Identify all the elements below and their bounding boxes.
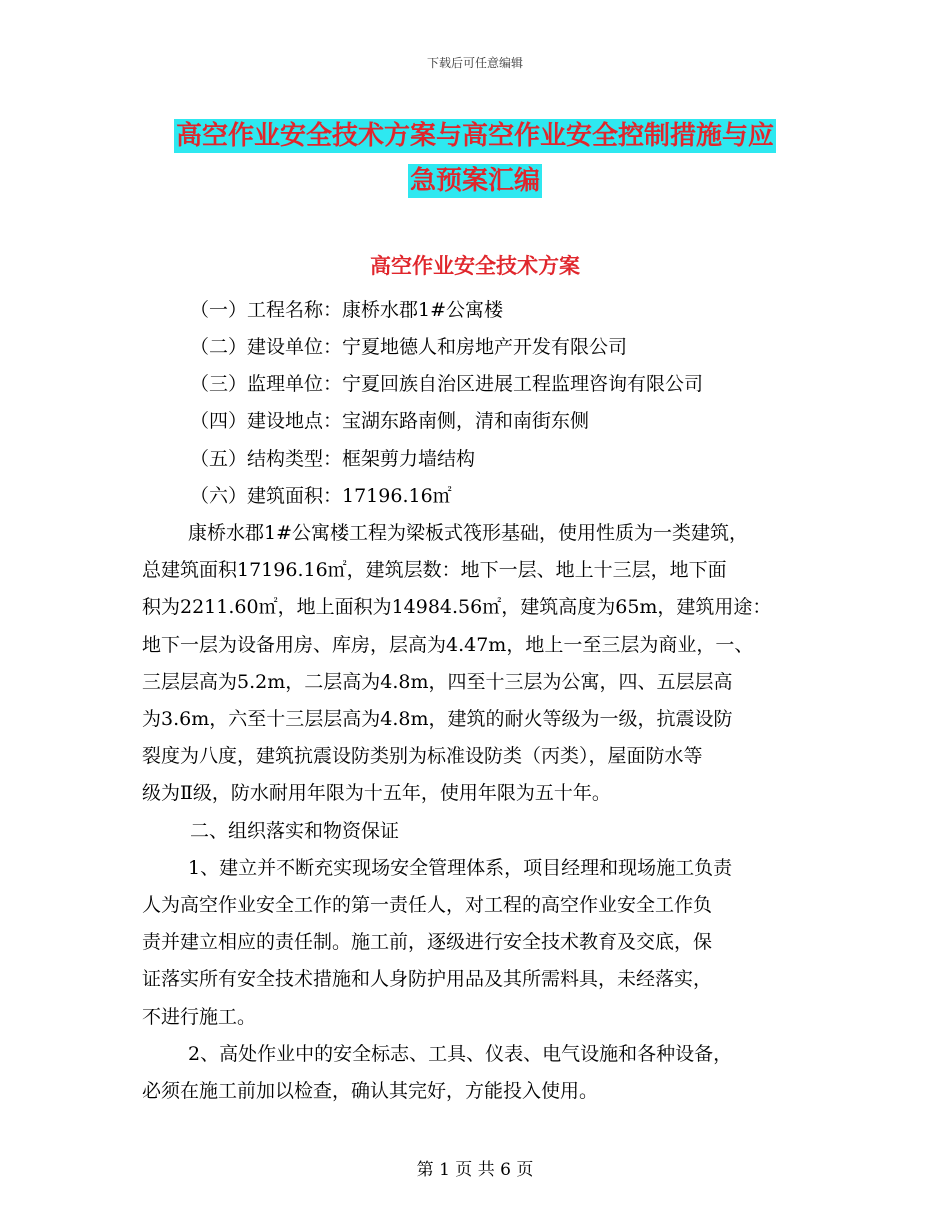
paragraph-line: 人为高空作业安全工作的第一责任人，对工程的高空作业安全工作负 xyxy=(142,894,713,916)
info-line: （二）建设单位：宁夏地德人和房地产开发有限公司 xyxy=(190,336,628,358)
paragraph-line: 级为Ⅱ级，防水耐用年限为十五年，使用年限为五十年。 xyxy=(142,782,611,804)
paragraph-line: 积为2211.60㎡，地上面积为14984.56㎡，建筑高度为65m，建筑用途： xyxy=(142,596,772,618)
paragraph-line: 2、高处作业中的安全标志、工具、仪表、电气设施和各种设备， xyxy=(188,1043,733,1065)
paragraph-line: 为3.6m，六至十三层层高为4.8m，建筑的耐火等级为一级，抗震设防 xyxy=(142,708,733,730)
info-line: （六）建筑面积：17196.16㎡ xyxy=(190,485,452,507)
document-title-line-2: 急预案汇编 xyxy=(409,166,540,196)
header-note: 下载后可任意编辑 xyxy=(426,56,523,70)
paragraph-line: 地下一层为设备用房、库房，层高为4.47m，地上一至三层为商业，一、 xyxy=(142,634,754,656)
section-title: 高空作业安全技术方案 xyxy=(370,254,580,278)
section-heading: 二、组织落实和物资保证 xyxy=(190,820,400,842)
paragraph-line: 不进行施工。 xyxy=(142,1006,257,1028)
document-title-line-1: 高空作业安全技术方案与高空作业安全控制措施与应 xyxy=(175,121,774,151)
info-line: （一）工程名称：康桥水郡1#公寓楼 xyxy=(190,299,504,321)
info-line: （四）建设地点：宝湖东路南侧，清和南街东侧 xyxy=(190,410,590,432)
paragraph-line: 康桥水郡1#公寓楼工程为梁板式筏形基础，使用性质为一类建筑， xyxy=(188,522,749,544)
page-footer: 第 1 页 共 6 页 xyxy=(416,1160,534,1180)
paragraph-line: 必须在施工前加以检查，确认其完好，方能投入使用。 xyxy=(142,1080,599,1102)
paragraph-line: 责并建立相应的责任制。施工前，逐级进行安全技术教育及交底，保 xyxy=(142,931,713,953)
paragraph-line: 1、建立并不断充实现场安全管理体系，项目经理和现场施工负责 xyxy=(188,857,733,879)
paragraph-line: 三层层高为5.2m，二层高为4.8m，四至十三层为公寓，四、五层层高 xyxy=(142,671,733,693)
info-line: （五）结构类型：框架剪力墙结构 xyxy=(190,448,476,470)
paragraph-line: 证落实所有安全技术措施和人身防护用品及其所需料具，未经落实， xyxy=(142,968,713,990)
paragraph-line: 裂度为八度，建筑抗震设防类别为标准设防类（丙类），屋面防水等 xyxy=(142,745,703,767)
paragraph-line: 总建筑面积17196.16㎡，建筑层数：地下一层、地上十三层，地下面 xyxy=(142,559,727,581)
info-line: （三）监理单位：宁夏回族自治区进展工程监理咨询有限公司 xyxy=(190,373,704,395)
